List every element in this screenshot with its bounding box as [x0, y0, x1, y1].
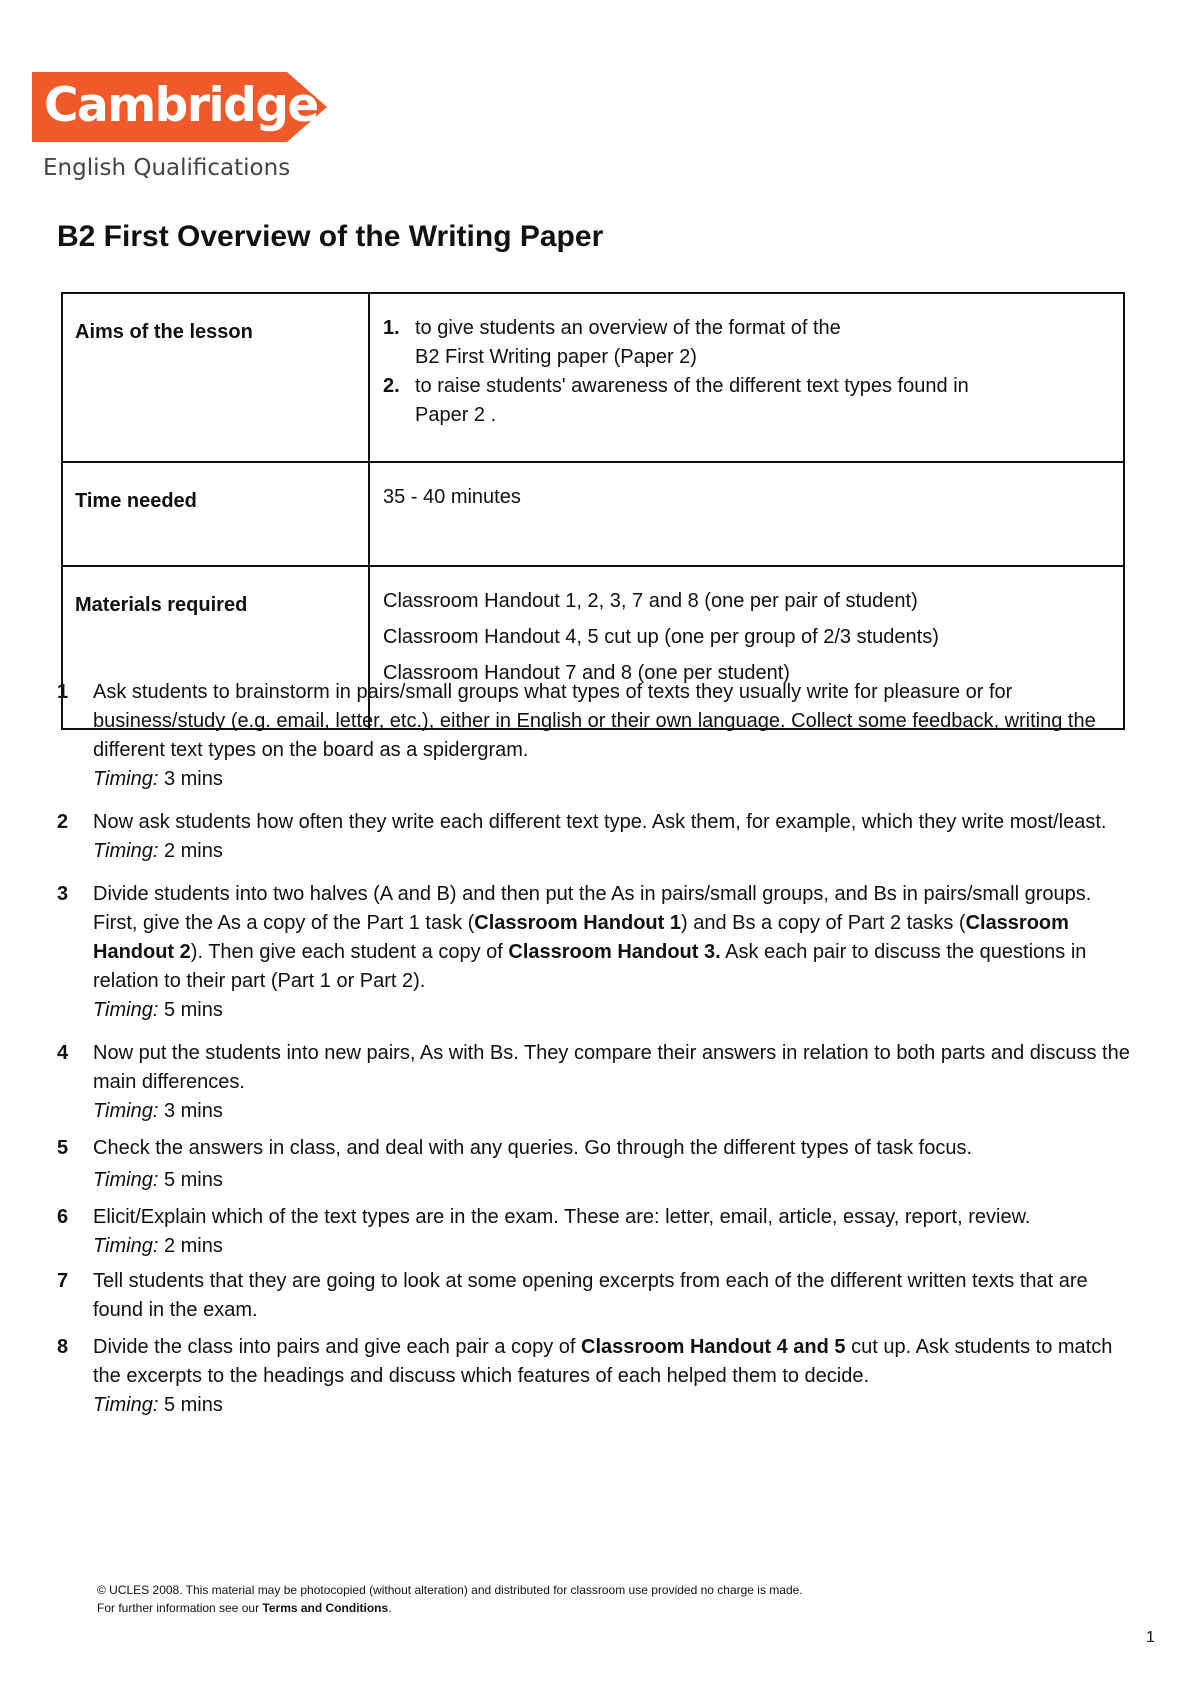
timing-value: 5 mins: [163, 1169, 223, 1191]
step-number: 8: [57, 1336, 69, 1358]
step-number: 1: [57, 681, 69, 703]
step-text: Check the answers in class, and deal with any queries. Go through the different types of task focus.: [93, 1137, 973, 1159]
timing-value: 3 mins: [163, 1100, 223, 1122]
aims-value: [369, 293, 1124, 462]
step-number: 2: [57, 811, 69, 833]
step-text: Now put the students into new pairs, As with Bs. They compare their answers in relation to both parts and discuss the main differences.: [93, 1042, 1130, 1093]
aim-text: to raise students' awareness of the different text types found in: [415, 375, 969, 397]
lesson-info-table: [61, 292, 1125, 730]
aim-text: B2 First Writing paper (Paper 2): [415, 346, 697, 368]
step-timing: [93, 1391, 1137, 1420]
handout-ref: Classroom Handout 3.: [508, 941, 721, 963]
step-timing: [93, 1232, 1137, 1261]
step-timing: [93, 765, 1137, 794]
page-title: B2 First Overview of the Writing Paper: [57, 220, 604, 253]
timing-value: 3 mins: [163, 768, 223, 790]
step-8: [57, 1333, 1137, 1420]
timing-label: Timing:: [93, 1235, 159, 1257]
timing-label: Timing:: [93, 999, 159, 1021]
timing-label: Timing:: [93, 1169, 159, 1191]
handout-ref: Classroom Handout 1: [474, 912, 681, 934]
step-text: Now ask students how often they write each different text type. Ask them, for example, which they write most/least.: [93, 811, 1107, 833]
step-timing: [93, 996, 1137, 1025]
step-number: 3: [57, 883, 69, 905]
time-value: 35 - 40 minutes: [369, 462, 1124, 566]
step-5: [57, 1134, 1137, 1195]
step-timing: [93, 837, 1137, 866]
terms-link[interactable]: Terms and Conditions: [262, 1601, 389, 1615]
timing-value: 2 mins: [163, 840, 223, 862]
material-line: Classroom Handout 7 and 8 (one per student): [383, 662, 790, 684]
material-line: Classroom Handout 1, 2, 3, 7 and 8 (one per pair of student): [383, 590, 918, 612]
step-2: [57, 808, 1137, 866]
step-number: 7: [57, 1270, 69, 1292]
step-4: [57, 1039, 1137, 1126]
step-1: [57, 678, 1137, 794]
copyright-footer: [97, 1581, 803, 1617]
step-text: Ask students to brainstorm in pairs/small groups what types of texts they usually write for pleasure or for business/study (e.g. email, letter, etc.), either in English or their own language. Collect some feedback, writing the different text types on the board as a spidergram.: [93, 681, 1096, 761]
step-number: 4: [57, 1042, 69, 1064]
table-row-aims: [62, 293, 1124, 462]
procedure-steps: [57, 678, 1137, 1420]
step-timing: [93, 1097, 1137, 1126]
timing-label: Timing:: [93, 1100, 159, 1122]
logo-subtitle: English Qualifications: [43, 155, 291, 181]
handout-ref: Classroom Handout 2: [93, 912, 1069, 963]
cambridge-logo: [32, 72, 327, 181]
timing-value: 2 mins: [163, 1235, 223, 1257]
page-number: 1: [1146, 1629, 1155, 1646]
step-number: 6: [57, 1206, 69, 1228]
step-text: Divide students into two halves (A and B) and then put the As in pairs/small groups, and Bs in pairs/small groups. First, give the As a copy of the Part 1 task (Classroom Handout 1) and Bs a copy of Part 2 tasks (Classroom Handout 2). Then give each student a copy of Classroom Handout 3. Ask each pair to discuss the questions in relation to their part (Part 1 or Part 2).: [93, 883, 1092, 992]
step-text: Elicit/Explain which of the text types are in the exam. These are: letter, email, article, essay, report, review.: [93, 1206, 1031, 1228]
aim-text: Paper 2 .: [415, 404, 497, 426]
timing-value: 5 mins: [163, 999, 223, 1021]
timing-label: Timing:: [93, 768, 159, 790]
timing-label: Timing:: [93, 840, 159, 862]
aim-item: [383, 314, 1111, 372]
logo-badge: [32, 72, 327, 142]
timing-value: 5 mins: [163, 1394, 223, 1416]
time-label: Time needed: [62, 462, 369, 566]
table-row-time: [62, 462, 1124, 566]
step-timing: [93, 1166, 1137, 1195]
aim-number: 2.: [383, 375, 400, 397]
material-line: Classroom Handout 4, 5 cut up (one per group of 2/3 students): [383, 626, 939, 648]
aim-item: [383, 372, 1111, 430]
aims-label: Aims of the lesson: [62, 293, 369, 462]
step-text: Tell students that they are going to look at some opening excerpts from each of the different written texts that are found in the exam.: [93, 1270, 1088, 1321]
step-text: Divide the class into pairs and give each pair a copy of Classroom Handout 4 and 5 cut up. Ask students to match the excerpts to the headings and discuss which features of each helped them to decide.: [93, 1336, 1113, 1387]
aim-text: to give students an overview of the format of the: [415, 317, 841, 339]
timing-label: Timing:: [93, 1394, 159, 1416]
step-number: 5: [57, 1137, 69, 1159]
aim-number: 1.: [383, 317, 400, 339]
handout-ref: Classroom Handout 4 and 5: [581, 1336, 846, 1358]
step-3: [57, 880, 1137, 1025]
step-6: [57, 1203, 1137, 1261]
terms-line: For further information see our Terms and Conditions.: [97, 1601, 392, 1615]
step-7: [57, 1267, 1137, 1325]
logo-wordmark: Cambridge: [44, 78, 318, 133]
materials-label: Materials required: [62, 566, 369, 729]
copyright-notice: © UCLES 2008. This material may be photocopied (without alteration) and distributed for classroom use provided no charge is made.: [97, 1583, 803, 1597]
